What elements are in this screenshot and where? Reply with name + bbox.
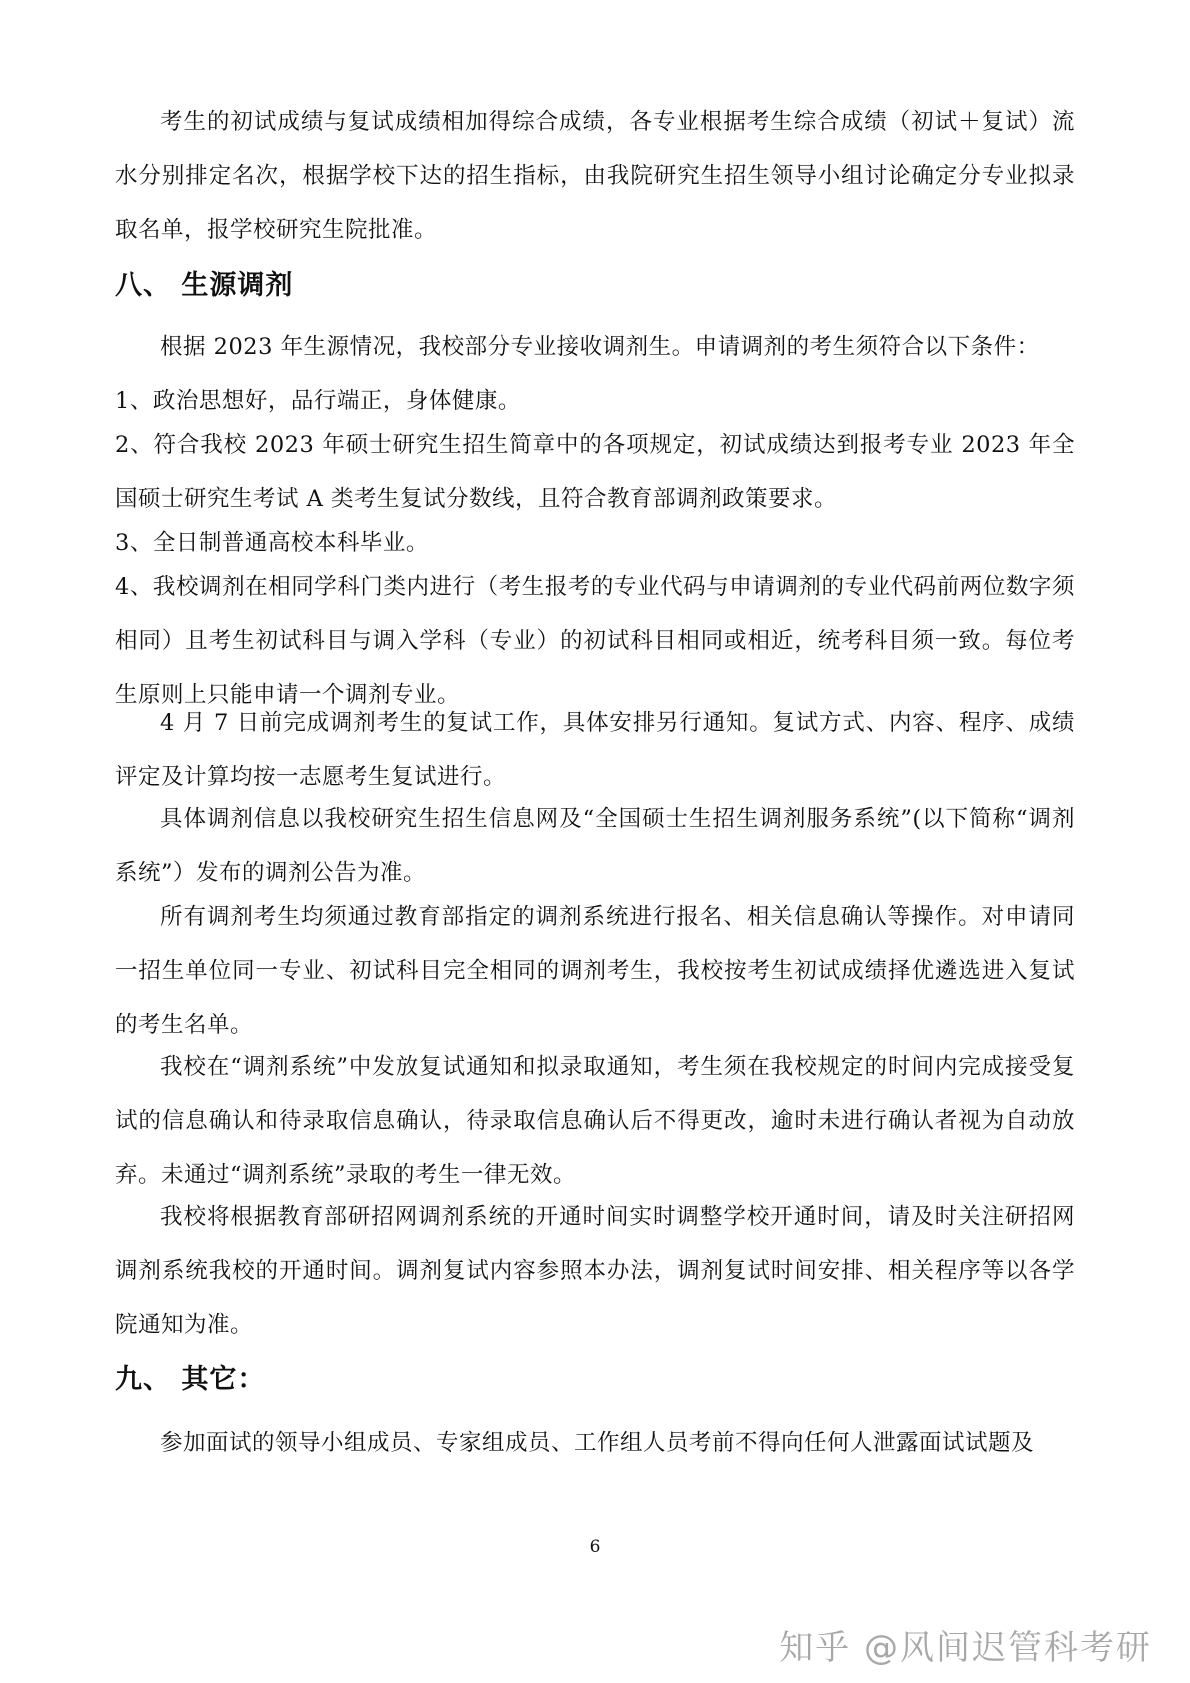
paragraph-confidentiality: 参加面试的领导小组成员、专家组成员、工作组人员考前不得向任何人泄露面试试题及 (160, 1430, 1035, 1456)
section-heading-9: 九、 其它： (115, 1364, 266, 1395)
paragraph-opening-time: 我校将根据教育部研招网调剂系统的开通时间实时调整学校开通时间，请及时关注研招网调剂系统我校的开通时间。调剂复试内容参照本办法，调剂复试时间安排、相关程序等以各学院通知为准。 (115, 1204, 1075, 1338)
condition-1: 1、政治思想好，品行端正，身体健康。 (115, 388, 521, 414)
watermark: 知乎 @风间迟管科考研 (779, 1628, 1152, 1668)
section-heading-8: 八、 生源调剂 (115, 270, 294, 301)
paragraph-adjustment-intro: 根据 2023 年生源情况，我校部分专业接收调剂生。申请调剂的考生须符合以下条件： (160, 334, 1040, 360)
page-number: 6 (589, 1537, 601, 1557)
condition-2: 2、符合我校 2023 年硕士研究生招生简章中的各项规定，初试成绩达到报考专业 2023 年全国硕士研究生考试 A 类考生复试分数线，且符合教育部调剂政策要求。 (115, 432, 1075, 512)
paragraph-notification: 我校在“调剂系统”中发放复试通知和拟录取通知，考生须在我校规定的时间内完成接受复试的信息确认和待录取信息确认，待录取信息确认后不得更改，逾时未进行确认者视为自动放弃。未通过“调剂系统”录取的考生一律无效。 (115, 1054, 1075, 1188)
paragraph-score-ranking: 考生的初试成绩与复试成绩相加得综合成绩，各专业根据考生综合成绩（初试＋复试）流水分别排定名次，根据学校下达的招生指标，由我院研究生招生领导小组讨论确定分专业拟录取名单，报学校研究生院批准。 (115, 109, 1075, 243)
paragraph-adjustment-system: 所有调剂考生均须通过教育部指定的调剂系统进行报名、相关信息确认等操作。对申请同一招生单位同一专业、初试科目完全相同的调剂考生，我校按考生初试成绩择优遴选进入复试的考生名单。 (115, 904, 1075, 1038)
paragraph-retest-schedule: 4 月 7 日前完成调剂考生的复试工作，具体安排另行通知。复试方式、内容、程序、成绩评定及计算均按一志愿考生复试进行。 (115, 710, 1075, 790)
condition-4: 4、我校调剂在相同学科门类内进行（考生报考的专业代码与申请调剂的专业代码前两位数字须相同）且考生初试科目与调入学科（专业）的初试科目相同或相近，统考科目须一致。每位考生原则上只能申请一个调剂专业。 (115, 574, 1075, 708)
paragraph-adjustment-info: 具体调剂信息以我校研究生招生信息网及“全国硕士生招生调剂服务系统”(以下简称“调剂系统”）发布的调剂公告为准。 (115, 806, 1075, 886)
condition-3: 3、全日制普通高校本科毕业。 (115, 530, 429, 556)
